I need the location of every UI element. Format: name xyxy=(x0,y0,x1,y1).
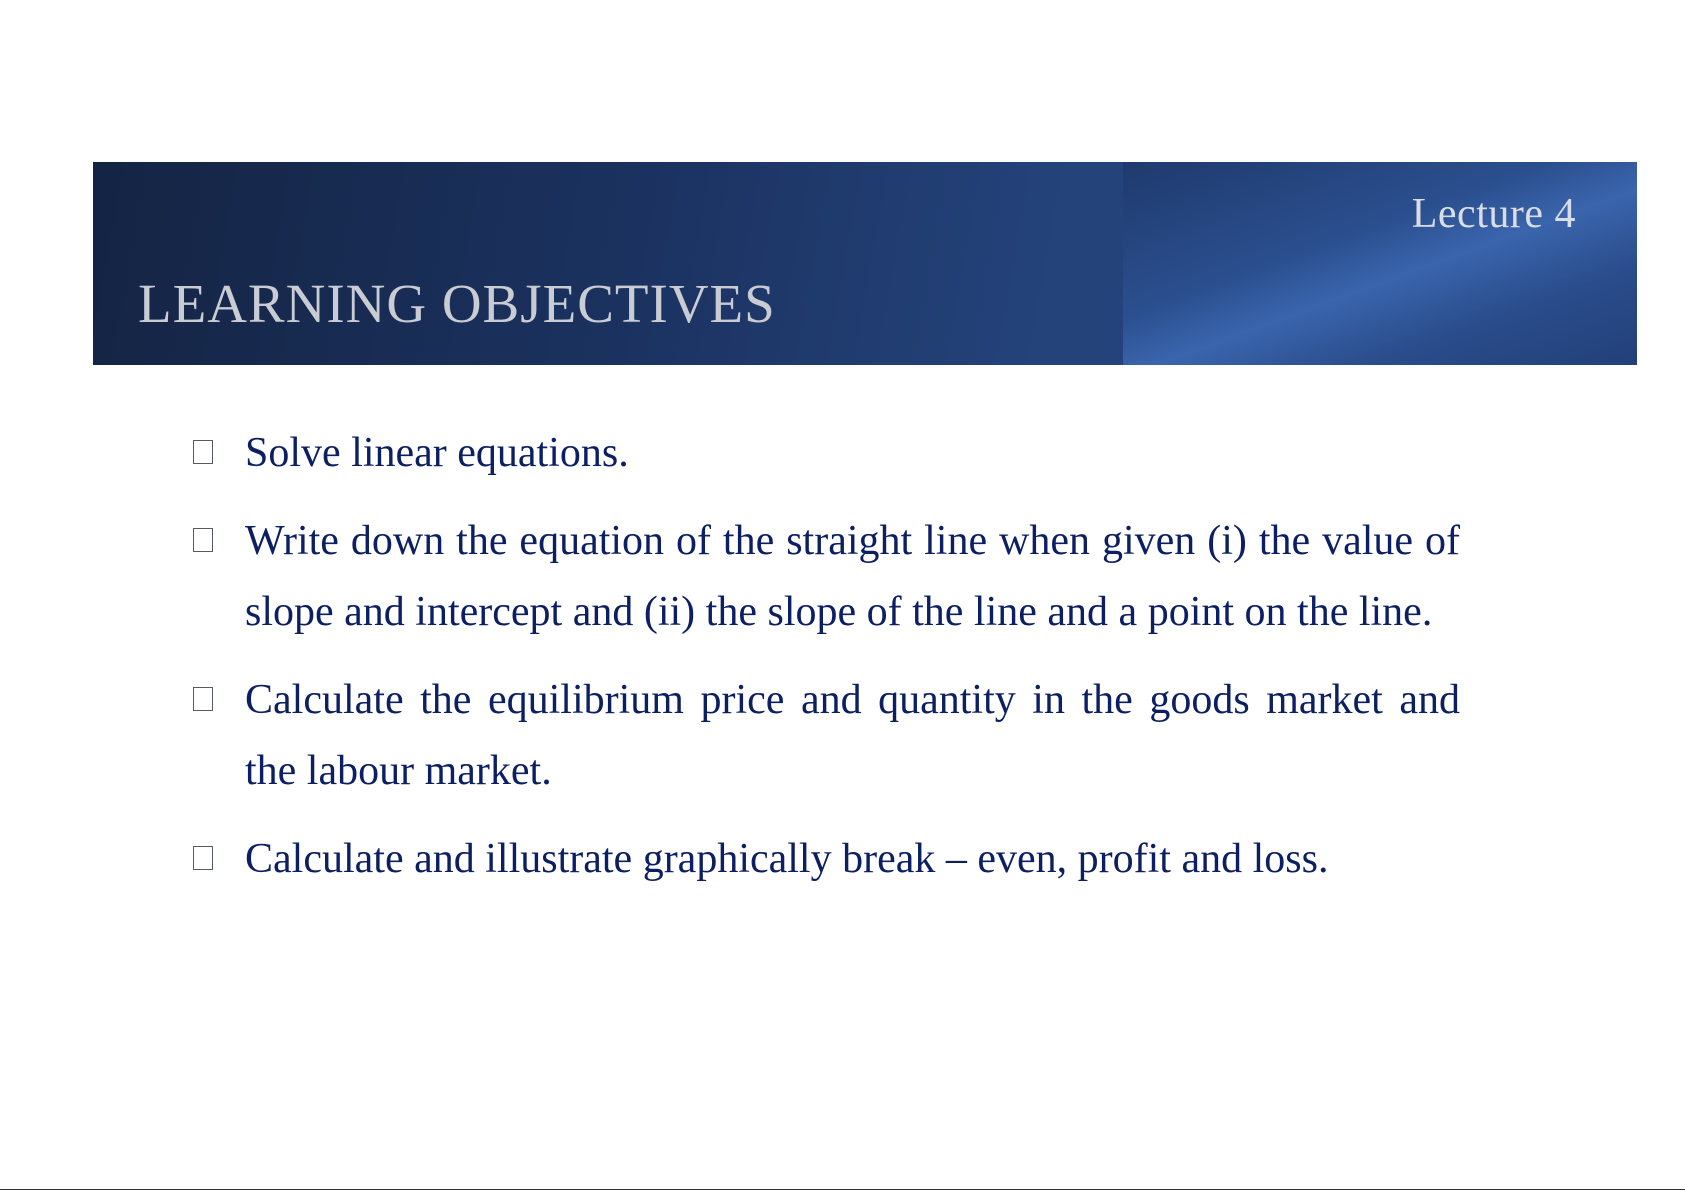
bottom-divider xyxy=(0,1189,1685,1190)
title-banner xyxy=(93,162,1637,365)
objective-item xyxy=(190,418,1460,489)
objectives-list xyxy=(190,418,1460,912)
objective-text: Calculate the equilibrium price and quantity in the goods market and the labour market. xyxy=(245,677,1460,794)
checkbox-icon xyxy=(193,846,213,870)
objective-item xyxy=(190,506,1460,648)
objective-text: Write down the equation of the straight line when given (i) the value of slope and intercept and (ii) the slope of the line and a point on the line. xyxy=(245,518,1460,635)
checkbox-icon xyxy=(193,687,213,711)
lecture-label: Lecture 4 xyxy=(1411,191,1576,237)
objective-text: Calculate and illustrate graphically break – even, profit and loss. xyxy=(245,836,1329,882)
objective-text: Solve linear equations. xyxy=(245,430,629,476)
objective-item xyxy=(190,824,1460,895)
objective-item xyxy=(190,665,1460,807)
slide-title: LEARNING OBJECTIVES xyxy=(138,273,776,334)
checkbox-icon xyxy=(193,528,213,552)
checkbox-icon xyxy=(193,440,213,464)
